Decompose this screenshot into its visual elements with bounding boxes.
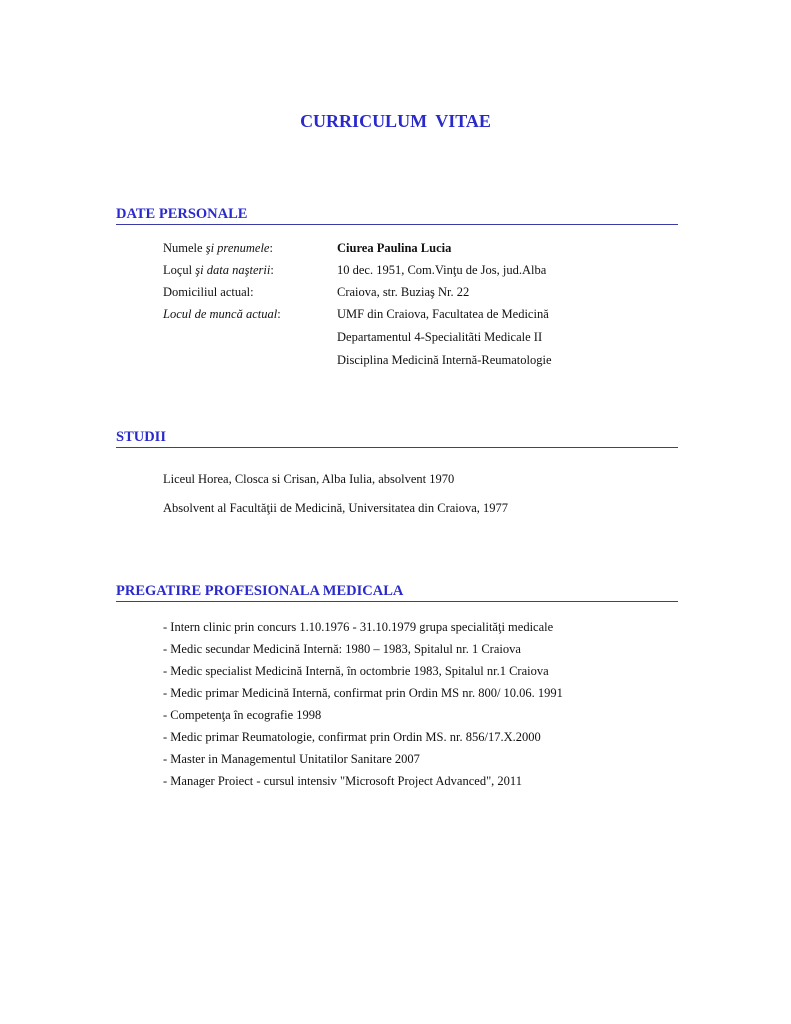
- training-item: - Manager Proiect - cursul intensiv "Microsoft Project Advanced", 2011: [163, 774, 522, 788]
- label-home: Domiciliul actual:: [163, 285, 254, 299]
- study-item: Absolvent al Facultăţii de Medicină, Universitatea din Craiova, 1977: [163, 501, 509, 515]
- value-birth: 10 dec. 1951, Com.Vinţu de Jos, jud.Alba: [337, 263, 547, 277]
- value-work-2: Departamentul 4-Specialitãti Medicale II: [337, 330, 543, 344]
- section-heading-studies: STUDII: [116, 429, 678, 448]
- training-item: - Medic specialist Medicină Internă, în octombrie 1983, Spitalul nr.1 Craiova: [163, 664, 549, 678]
- value-work-3: Disciplina Medicină Internă-Reumatologie: [337, 353, 552, 367]
- value-home: Craiova, str. Buziaş Nr. 22: [337, 285, 470, 299]
- training-item: - Medic primar Reumatologie, confirmat prin Ordin MS. nr. 856/17.X.2000: [163, 730, 541, 744]
- value-work-1: UMF din Craiova, Facultatea de Medicină: [337, 307, 549, 321]
- label-work: Locul de muncă actual:: [163, 307, 281, 321]
- section-heading-personal: DATE PERSONALE: [116, 206, 678, 225]
- document-title: CURRICULUM VITAE: [300, 111, 491, 131]
- training-item: - Competenţa în ecografie 1998: [163, 708, 322, 722]
- training-item: - Medic secundar Medicină Internă: 1980 – 1983, Spitalul nr. 1 Craiova: [163, 642, 521, 656]
- training-item: - Master in Managementul Unitatilor Sanitare 2007: [163, 752, 420, 766]
- training-item: - Medic primar Medicină Internă, confirmat prin Ordin MS nr. 800/ 10.06. 1991: [163, 686, 563, 700]
- section-heading-training: PREGATIRE PROFESIONALA MEDICALA: [116, 583, 678, 602]
- training-item: - Intern clinic prin concurs 1.10.1976 - 31.10.1979 grupa specialităţi medicale: [163, 620, 554, 634]
- value-name: Ciurea Paulina Lucia: [337, 241, 452, 255]
- study-item: Liceul Horea, Closca si Crisan, Alba Iulia, absolvent 1970: [163, 472, 455, 486]
- label-birth: Loçul şi data naşterii:: [163, 263, 274, 277]
- label-name: Numele şi prenumele:: [163, 241, 273, 255]
